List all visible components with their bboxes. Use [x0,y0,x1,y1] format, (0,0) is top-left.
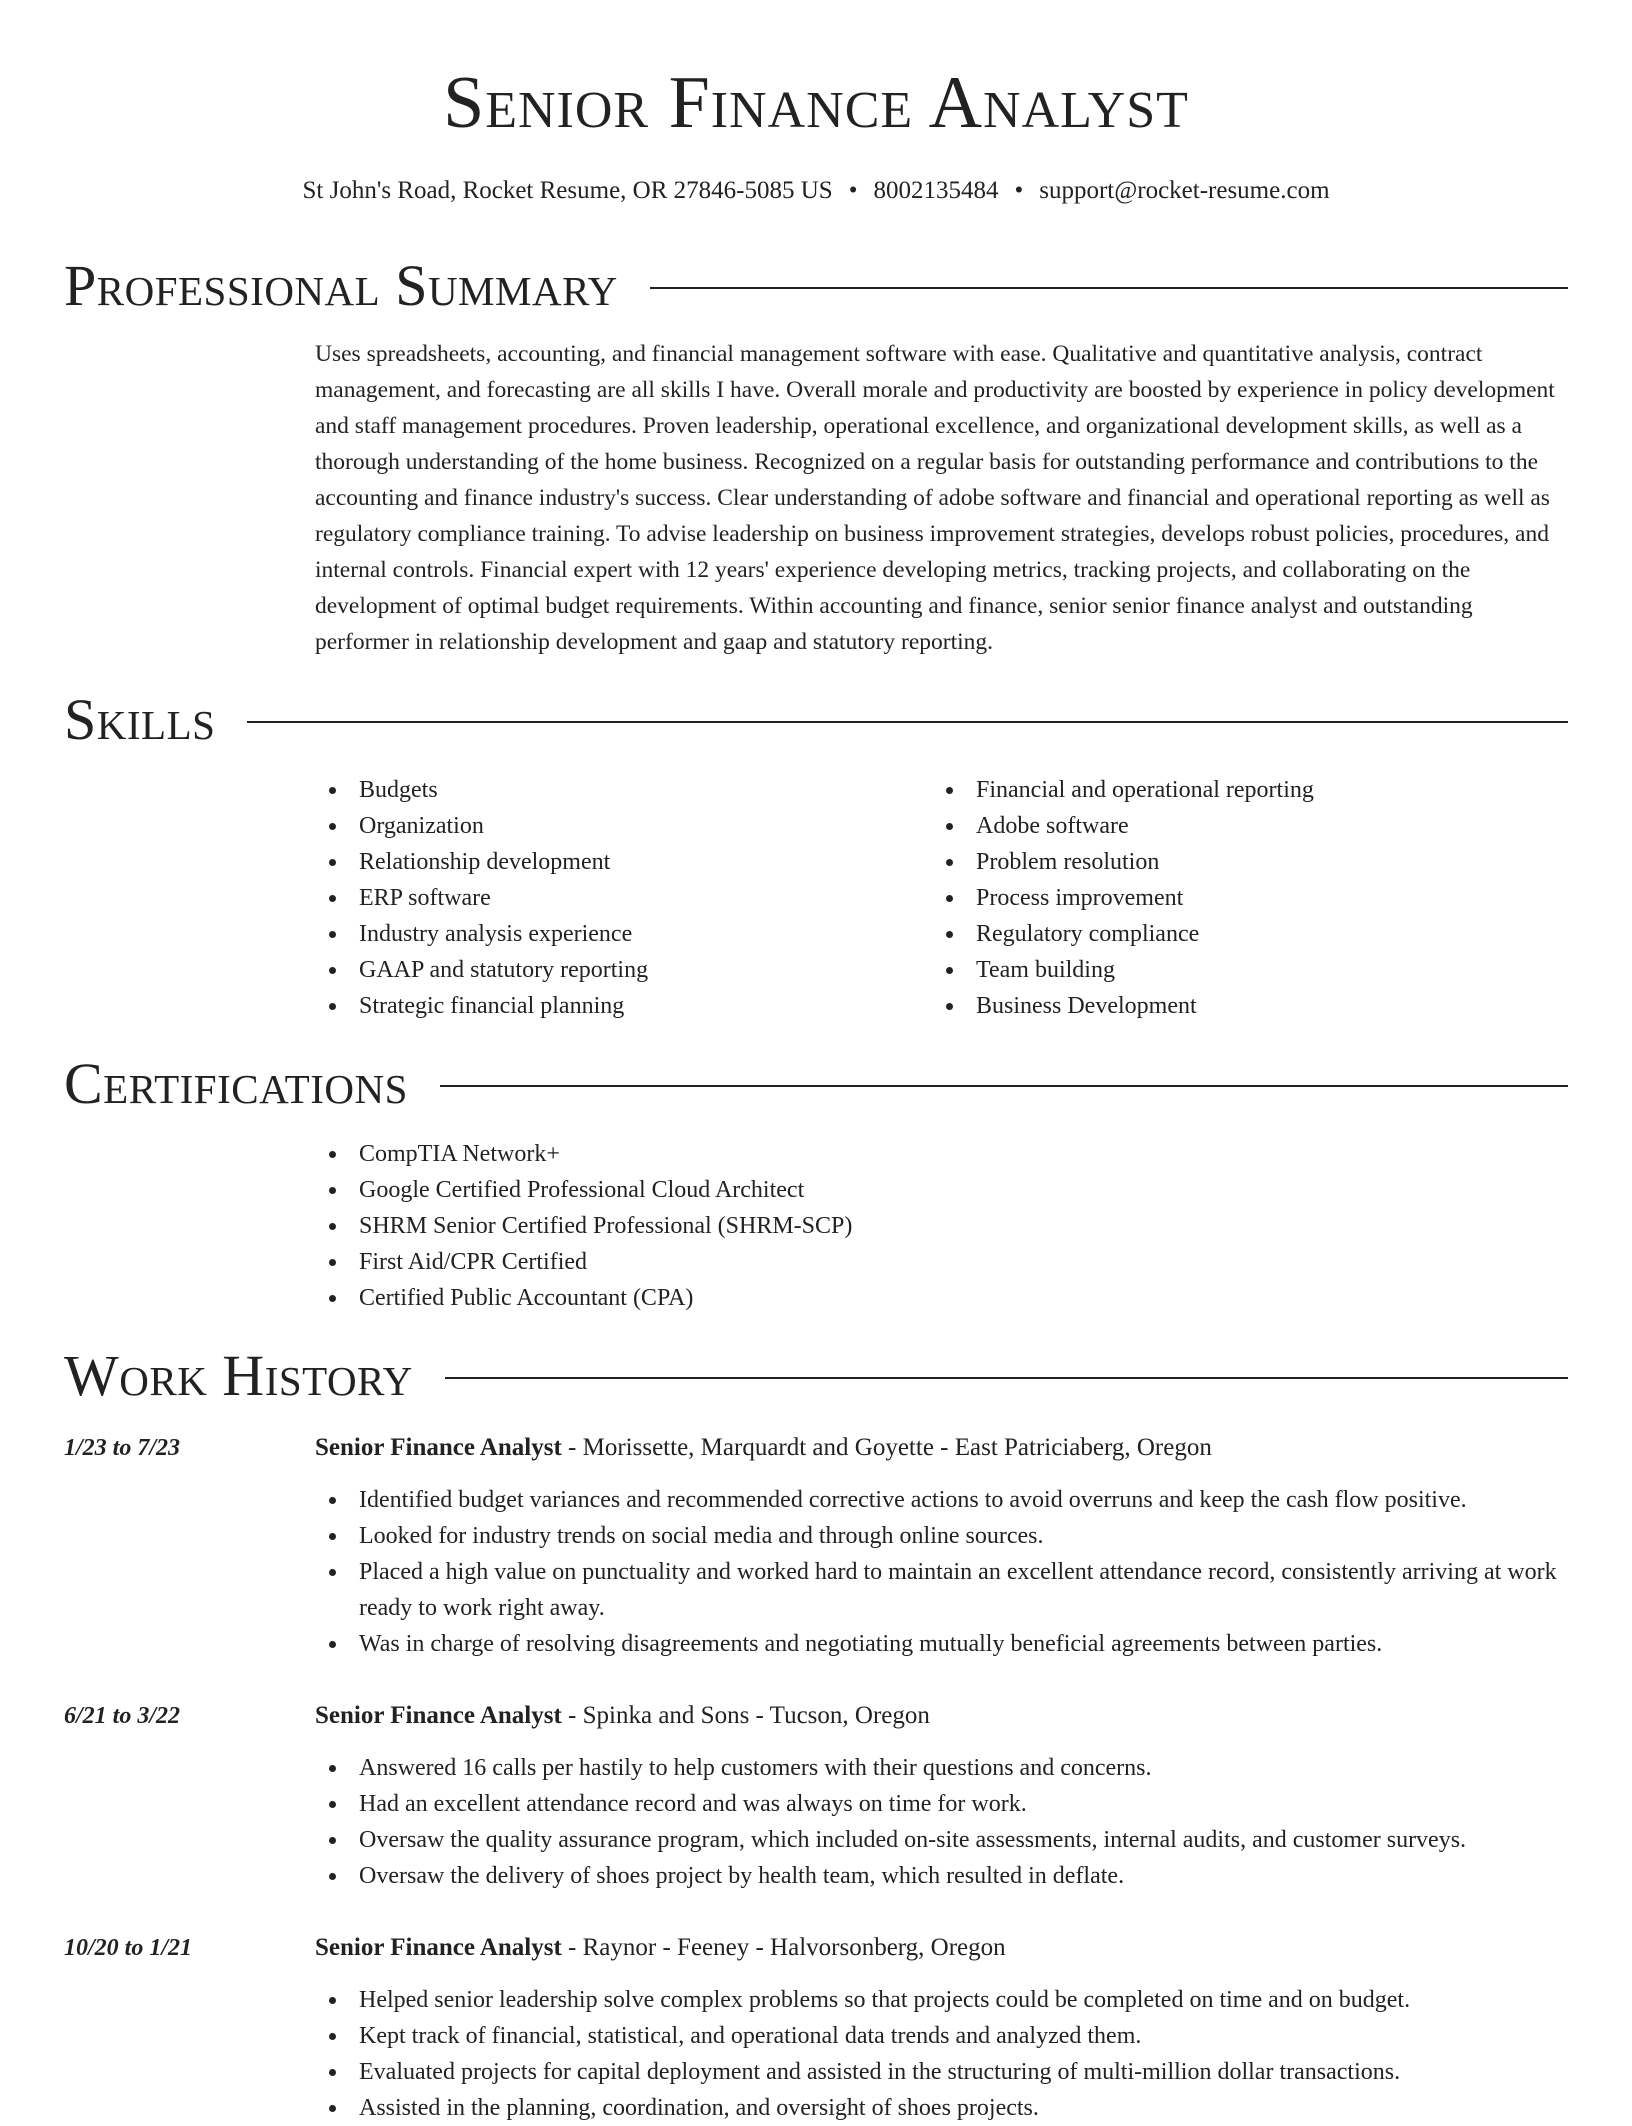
certification-label: Certified Public Accountant (CPA) [359,1285,694,1311]
section-divider [440,1085,1568,1087]
bullet-icon [329,1151,336,1158]
skill-item [315,880,648,916]
bullet-icon [946,967,953,974]
job-bullet-text: Oversaw the quality assurance program, which included on-site assessments, internal audits, and customer surveys. [359,1827,1467,1853]
work-history-section-header [64,1344,1568,1408]
skill-label: Team building [976,957,1115,983]
summary-text: Uses spreadsheets, accounting, and financial management software with ease. Qualitative and quantitative analysis, contract management, and forecasting are all skills I have. Overall morale and productivity are boosted by experience in policy development and staff management procedures. Proven leadership, operational excellence, and organizational development skills, as well as a thorough understanding of the home business. Recognized on a regular basis for outstanding performance and contributions to the accounting and finance industry's success. Clear understanding of adobe software and financial and operational reporting as well as regulatory compliance training. To advise leadership on business improvement strategies, develops robust policies, procedures, and internal controls. Financial expert with 12 years' experience developing metrics, tracking projects, and collaborating on the development of optimal budget requirements. Within accounting and finance, senior senior finance analyst and outstanding performer in relationship development and gaap and statutory reporting. [315,341,1555,655]
certifications-list [315,1136,852,1316]
bullet-icon [329,1801,336,1808]
certification-item [315,1244,852,1280]
skill-label: Strategic financial planning [359,993,625,1019]
skill-item [932,988,1314,1024]
bullet-icon [329,2033,336,2040]
job-title-line [315,1698,930,1734]
job-bullet-item [315,1786,1575,1822]
section-heading-skills: Skills [64,687,216,752]
job-title-line [315,1930,1006,1966]
job-bullet-item [315,1822,1575,1858]
skill-item [315,916,648,952]
skill-label: Organization [359,813,484,839]
section-heading-certifications: Certifications [64,1051,408,1116]
bullet-icon [329,1641,336,1648]
page-title: Senior Finance Analyst [443,62,1189,144]
bullet-icon [329,1223,336,1230]
job-bullet-item [315,1982,1575,2018]
bullet-icon [946,1003,953,1010]
job-dates: 1/23 to 7/23 [64,1435,181,1461]
job-bullet-item [315,1482,1575,1518]
certification-label: Google Certified Professional Cloud Architect [359,1177,805,1203]
section-divider [650,287,1568,289]
contact-phone: 8002135484 [873,177,999,204]
job-employer: - Morissette, Marquardt and Goyette - East Patriciaberg, Oregon [561,1434,1212,1461]
bullet-icon [946,787,953,794]
skill-label: Financial and operational reporting [976,777,1314,803]
job-bullet-item [315,2090,1575,2126]
job-dates: 10/20 to 1/21 [64,1935,193,1961]
bullet-icon [329,1569,336,1576]
contact-address: St John's Road, Rocket Resume, OR 27846-5085 US [302,177,833,204]
bullet-icon [329,1837,336,1844]
skill-label: Relationship development [359,849,611,875]
certification-label: SHRM Senior Certified Professional (SHRM-SCP) [359,1213,853,1239]
job-bullet-text: Helped senior leadership solve complex problems so that projects could be completed on time and on budget. [359,1987,1411,2013]
bullet-icon [329,895,336,902]
bullet-icon [329,1259,336,1266]
skill-item [315,844,648,880]
bullet-icon [329,1187,336,1194]
skill-item [932,844,1314,880]
skill-item [932,772,1314,808]
job-bullet-text: Looked for industry trends on social media and through online sources. [359,1523,1044,1549]
skill-label: ERP software [359,885,491,911]
skills-list-left [315,772,648,1024]
bullet-icon [329,1497,336,1504]
skill-item [932,880,1314,916]
job-dates: 6/21 to 3/22 [64,1703,181,1729]
contact-separator: • [848,177,858,204]
skill-item [315,988,648,1024]
bullet-icon [329,859,336,866]
job-bullet-item [315,1554,1575,1626]
skill-item [932,916,1314,952]
bullet-icon [329,1003,336,1010]
skill-label: Adobe software [976,813,1129,839]
skill-label: Process improvement [976,885,1184,911]
job-bullet-text: Was in charge of resolving disagreements and negotiating mutually beneficial agreements between parties. [359,1631,1383,1657]
job-bullet-text: Identified budget variances and recommended corrective actions to avoid overruns and keep the cash flow positive. [359,1487,1467,1513]
section-divider [247,721,1568,723]
bullet-icon [329,787,336,794]
job-title: Senior Finance Analyst [315,1434,562,1461]
job-employer: - Spinka and Sons - Tucson, Oregon [561,1702,930,1729]
job-title-line [315,1430,1212,1466]
section-heading-work-history: Work History [64,1343,413,1408]
bullet-icon [329,823,336,830]
skill-label: Budgets [359,777,438,803]
skill-label: Industry analysis experience [359,921,633,947]
section-divider [445,1377,1568,1379]
contact-line [0,176,1632,206]
certification-item [315,1280,852,1316]
skill-label: Business Development [976,993,1197,1019]
skills-section-header [64,688,1568,752]
certification-label: First Aid/CPR Certified [359,1249,588,1275]
job-title: Senior Finance Analyst [315,1934,562,1961]
job-bullet-text: Answered 16 calls per hastily to help customers with their questions and concerns. [359,1755,1152,1781]
certifications-section-header [64,1052,1568,1116]
job-employer: - Raynor - Feeney - Halvorsonberg, Oregon [561,1934,1006,1961]
job-bullet-item [315,2018,1575,2054]
job-bullet-text: Assisted in the planning, coordination, and oversight of shoes projects. [359,2095,1039,2121]
skills-list-right [932,772,1314,1024]
job-bullet-item [315,1518,1575,1554]
job-bullet-text: Oversaw the delivery of shoes project by health team, which resulted in deflate. [359,1863,1125,1889]
job-bullet-text: Had an excellent attendance record and was always on time for work. [359,1791,1027,1817]
bullet-icon [329,1997,336,2004]
job-bullets [315,1750,1575,1894]
job-bullet-text: Kept track of financial, statistical, and operational data trends and analyzed them. [359,2023,1142,2049]
contact-separator: • [1014,177,1024,204]
bullet-icon [329,2105,336,2112]
section-heading-summary: Professional Summary [64,253,618,318]
skill-label: GAAP and statutory reporting [359,957,649,983]
job-bullets [315,1982,1575,2126]
bullet-icon [329,1533,336,1540]
skill-label: Regulatory compliance [976,921,1200,947]
skill-item [315,808,648,844]
certification-item [315,1172,852,1208]
job-bullet-text: Placed a high value on punctuality and worked hard to maintain an excellent attendance record, consistently arriving at work ready to work right away. [359,1559,1557,1621]
bullet-icon [329,1873,336,1880]
skill-label: Problem resolution [976,849,1160,875]
bullet-icon [329,931,336,938]
bullet-icon [329,1765,336,1772]
job-bullet-item [315,1750,1575,1786]
job-bullet-text: Evaluated projects for capital deployment and assisted in the structuring of multi-million dollar transactions. [359,2059,1401,2085]
job-bullets [315,1482,1575,1662]
bullet-icon [946,895,953,902]
bullet-icon [329,2069,336,2076]
bullet-icon [946,931,953,938]
skill-item [315,952,648,988]
skill-item [932,952,1314,988]
summary-section-header [64,254,1568,318]
job-bullet-item [315,2054,1575,2090]
bullet-icon [946,859,953,866]
bullet-icon [329,967,336,974]
certification-item [315,1208,852,1244]
bullet-icon [329,1295,336,1302]
job-title: Senior Finance Analyst [315,1702,562,1729]
contact-email: support@rocket-resume.com [1039,177,1330,204]
bullet-icon [946,823,953,830]
job-bullet-item [315,1626,1575,1662]
skill-item [315,772,648,808]
skill-item [932,808,1314,844]
job-bullet-item [315,1858,1575,1894]
certification-item [315,1136,852,1172]
certification-label: CompTIA Network+ [359,1141,560,1167]
